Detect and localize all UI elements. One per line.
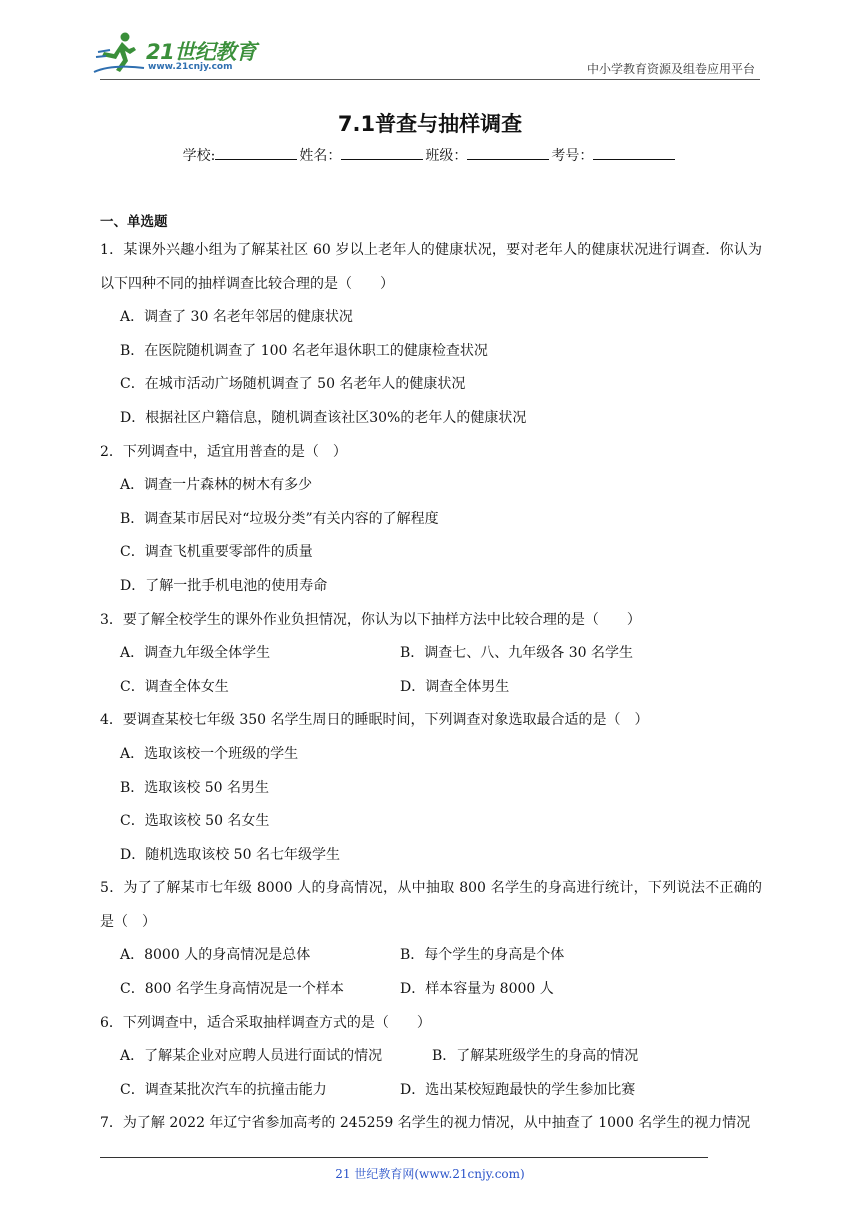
- student-info-row: [0, 145, 860, 165]
- question-6-option-d: D．选出某校短跑最快的学生参加比赛: [400, 1081, 636, 1098]
- question-3-options-row-2: [100, 671, 762, 705]
- brand-logo: [92, 30, 272, 78]
- question-3: 3．要了解全校学生的课外作业负担情况，你认为以下抽样方法中比较合理的是（ ）: [100, 611, 641, 628]
- question-6-options-row-1: [100, 1040, 762, 1074]
- question-6-option-c: C．调查某批次汽车的抗撞击能力: [120, 1081, 327, 1098]
- question-4-option-b: B．选取该校 50 名男生: [120, 779, 270, 796]
- page-header: [0, 0, 860, 90]
- question-6-option-b: B．了解某班级学生的身高的情况: [432, 1048, 639, 1065]
- question-2-option-d: D．了解一批手机电池的使用寿命: [120, 577, 328, 594]
- exam-no-blank[interactable]: [593, 146, 675, 160]
- class-label: 班级：: [425, 148, 468, 164]
- question-6-options-row-2: [100, 1074, 762, 1108]
- section-title: 一、单选题: [100, 214, 168, 230]
- footer-divider: [100, 1157, 708, 1158]
- question-1-option-a: A．调查了 30 名老年邻居的健康状况: [120, 309, 353, 326]
- question-3-option-c: C．调查全体女生: [120, 678, 229, 695]
- question-1-option-b: B．在医院随机调查了 100 名老年退休职工的健康检查状况: [120, 342, 488, 359]
- name-blank[interactable]: [341, 146, 423, 160]
- school-label: 学校:: [182, 148, 216, 164]
- question-6: 6．下列调查中，适合采取抽样调查方式的是（ ）: [100, 1014, 431, 1031]
- question-2: 2．下列调查中，适宜用普查的是（ ）: [100, 443, 347, 460]
- question-5-options-row-2: [100, 973, 762, 1007]
- question-4: 4．要调查某校七年级 350 名学生周日的睡眠时间，下列调查对象选取最合适的是（ ）: [100, 712, 649, 729]
- question-5-option-b: B．每个学生的身高是个体: [400, 947, 565, 964]
- question-2-option-a: A．调查一片森林的树木有多少: [120, 477, 313, 494]
- question-6-option-a: A．了解某企业对应聘人员进行面试的情况: [120, 1048, 383, 1065]
- question-2-option-b: B．调查某市居民对“垃圾分类”有关内容的了解程度: [120, 510, 439, 527]
- question-5-option-a: A．8000 人的身高情况是总体: [120, 947, 311, 964]
- question-3-option-b: B．调查七、八、九年级各 30 名学生: [400, 645, 634, 662]
- class-blank[interactable]: [467, 146, 549, 160]
- exam-no-label: 考号：: [551, 148, 594, 164]
- logo-url: www.21cnjy.com: [148, 62, 233, 72]
- question-5: 5．为了了解某市七年级 8000 人的身高情况，从中抽取 800 名学生的身高进行统计，下列说法不正确的是（ ）: [100, 880, 762, 930]
- logo-text: 21世纪教育: [146, 40, 257, 64]
- school-blank[interactable]: [215, 146, 297, 160]
- question-5-option-c: C．800 名学生身高情况是一个样本: [120, 981, 344, 998]
- runner-logo-icon: [92, 30, 148, 76]
- question-2-option-c: C．调查飞机重要零部件的质量: [120, 544, 313, 561]
- page-title: 7.1普查与抽样调查: [337, 112, 523, 136]
- name-label: 姓名：: [299, 148, 342, 164]
- question-7: 7．为了解 2022 年辽宁省参加高考的 245259 名学生的视力情况，从中抽查了 1000 名学生的视力情况: [100, 1115, 751, 1132]
- question-4-option-c: C．选取该校 50 名女生: [120, 813, 270, 830]
- question-5-option-d: D．样本容量为 8000 人: [400, 981, 554, 998]
- question-1-option-c: C．在城市活动广场随机调查了 50 名老年人的健康状况: [120, 376, 466, 393]
- footer-link[interactable]: 21 世纪教育网(www.21cnjy.com): [335, 1167, 525, 1181]
- question-3-options-row-1: [100, 637, 762, 671]
- question-list: [100, 210, 762, 1141]
- question-1-option-d: D．根据社区户籍信息，随机调查该社区30%的老年人的健康状况: [120, 409, 527, 426]
- question-3-option-d: D．调查全体男生: [400, 678, 510, 695]
- header-divider: [100, 79, 760, 80]
- question-4-option-a: A．选取该校一个班级的学生: [120, 745, 299, 762]
- question-3-option-a: A．调查九年级全体学生: [120, 645, 271, 662]
- question-4-option-d: D．随机选取该校 50 名七年级学生: [120, 846, 340, 863]
- question-5-options-row-1: [100, 939, 762, 973]
- question-1: 1．某课外兴趣小组为了解某社区 60 岁以上老年人的健康状况，要对老年人的健康状况进行调查．你认为以下四种不同的抽样调查比较合理的是（ ）: [100, 242, 762, 292]
- platform-name: 中小学教育资源及组卷应用平台: [586, 62, 755, 76]
